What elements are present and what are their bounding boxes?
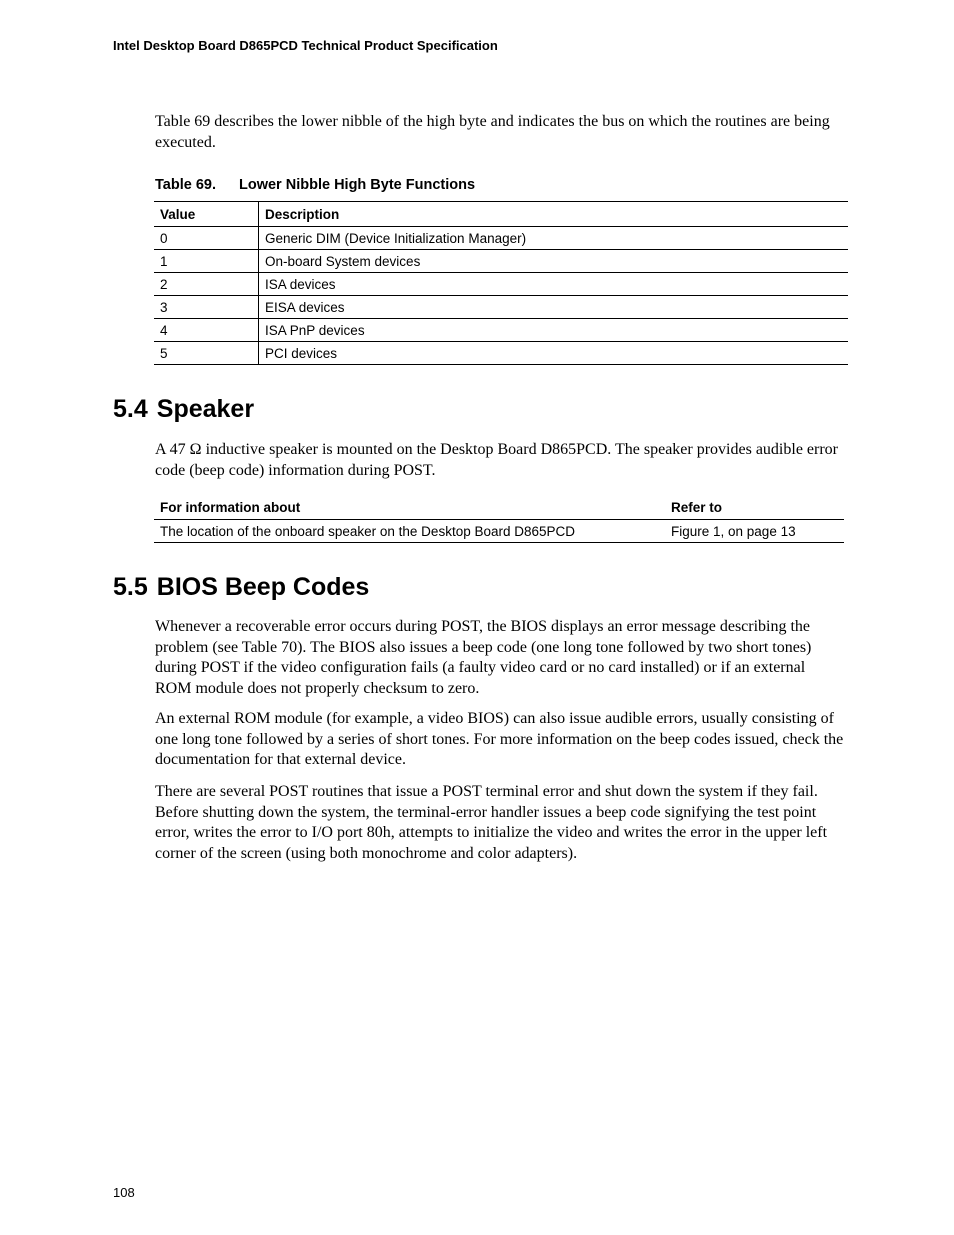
cell-value: 5	[154, 342, 259, 365]
table-row	[154, 342, 848, 365]
cell-value: 3	[154, 296, 259, 319]
cell-value: 2	[154, 273, 259, 296]
table-row	[154, 273, 848, 296]
table-row	[154, 319, 848, 342]
table-row	[154, 520, 844, 543]
section-heading-bios-beep-codes	[113, 573, 369, 602]
beep-paragraph-3: There are several POST routines that issue a POST terminal error and shut down the system if they fail. Before shutting down the system, the terminal-error handler issues a beep code signifying the test point error, writes the error to I/O port 80h, attempts to initialize the video and writes the error in the upper left corner of the screen (using both monochrome and color adapters).	[155, 783, 828, 862]
column-header-description: Description	[259, 202, 849, 227]
table-row	[154, 250, 848, 273]
table-header-row	[154, 495, 844, 520]
section-title: BIOS Beep Codes	[156, 573, 370, 601]
table-header-row	[154, 202, 848, 227]
cell-description: ISA devices	[259, 273, 849, 296]
table-caption	[155, 177, 475, 193]
section-number: 5.5	[113, 573, 148, 601]
cell-description: EISA devices	[259, 296, 849, 319]
cell-value: 0	[154, 227, 259, 250]
column-header-value: Value	[154, 202, 259, 227]
information-reference-table	[154, 495, 844, 543]
page-number: 108	[113, 1185, 135, 1200]
cell-description: PCI devices	[259, 342, 849, 365]
running-header: Intel Desktop Board D865PCD Technical Product Specification	[113, 38, 498, 53]
cell-value: 1	[154, 250, 259, 273]
cell-description: On-board System devices	[259, 250, 849, 273]
cell-value: 4	[154, 319, 259, 342]
beep-paragraph-2: An external ROM module (for example, a video BIOS) can also issue audible errors, usually consisting of one long tone followed by a series of short tones. For more information on the beep codes issued, check the documentation for that external device.	[155, 710, 844, 768]
table-row	[154, 227, 848, 250]
speaker-paragraph: A 47 Ω inductive speaker is mounted on the Desktop Board D865PCD. The speaker provides audible error code (beep code) information during POST.	[155, 441, 839, 479]
section-heading-speaker	[113, 395, 254, 424]
beep-paragraph-1: Whenever a recoverable error occurs during POST, the BIOS displays an error message describing the problem (see Table 70). The BIOS also issues a beep code (one long tone followed by two short tones) during POST if the video configuration fails (a faulty video card or no card installed) or if an external ROM module does not properly checksum to zero.	[155, 618, 812, 697]
cell-refer: Figure 1, on page 13	[665, 520, 844, 543]
cell-description: ISA PnP devices	[259, 319, 849, 342]
table-row	[154, 296, 848, 319]
intro-paragraph: Table 69 describes the lower nibble of the high byte and indicates the bus on which the routines are being executed.	[155, 113, 830, 151]
section-number: 5.4	[113, 395, 148, 423]
section-title: Speaker	[156, 395, 255, 423]
table-number: Table 69.	[155, 177, 216, 193]
table-title: Lower Nibble High Byte Functions	[239, 177, 476, 193]
cell-description: Generic DIM (Device Initialization Manager)	[259, 227, 849, 250]
lower-nibble-table	[154, 201, 848, 365]
column-header-refer: Refer to	[665, 495, 844, 520]
cell-about: The location of the onboard speaker on the Desktop Board D865PCD	[154, 520, 665, 543]
column-header-about: For information about	[154, 495, 665, 520]
